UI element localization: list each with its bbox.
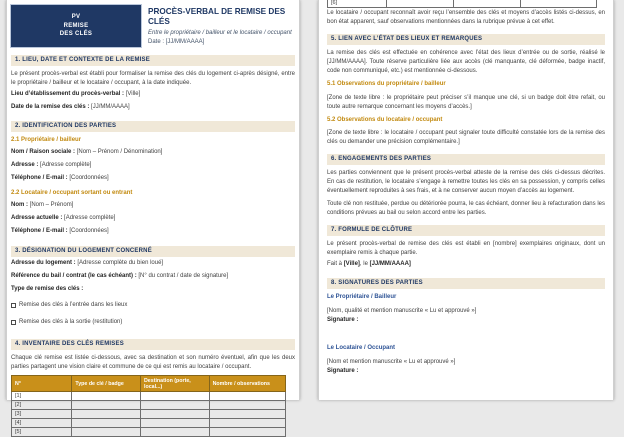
owner-mention: [Nom, qualité et mention manuscrite « Lu et approuvé »] xyxy=(327,307,477,314)
table-header-row xyxy=(12,376,286,392)
logo-line-1: PV xyxy=(71,14,81,21)
tenant-signature-title: Le Locataire / Occupant xyxy=(327,345,396,352)
checkbox-icon[interactable] xyxy=(11,303,16,308)
col-type: Type de clé / badge xyxy=(72,376,141,392)
section-1-heading: 1. LIEU, DATE ET CONTEXTE DE LA REMISE xyxy=(11,55,295,66)
checkbox-icon[interactable] xyxy=(11,320,16,325)
fait-a-line: Fait à [Ville], le [JJ/MM/AAAA] xyxy=(327,261,411,267)
section-8-heading: 8. SIGNATURES DES PARTIES xyxy=(327,278,605,289)
keys-table-continued xyxy=(327,0,605,8)
subsection-2-1-heading: 2.1 Propriétaire / bailleur xyxy=(11,137,82,144)
table-row xyxy=(12,428,286,437)
table-cell[interactable] xyxy=(140,401,209,410)
row-number: [5] xyxy=(12,428,72,437)
table-cell[interactable] xyxy=(140,419,209,428)
document-header xyxy=(11,5,295,47)
row-number: [6] xyxy=(328,0,387,8)
table-row xyxy=(12,419,286,428)
section-3-heading: 3. DÉSIGNATION DU LOGEMENT CONCERNÉ xyxy=(11,246,295,257)
tenant-signature-label[interactable]: Signature : xyxy=(327,368,359,375)
section-1-intro: Le présent procès-verbal est établi pour formaliser la remise des clés du logement ci-après désigné, entre le propriétaire / bailleur et le locataire / occupant, à la date indiquée. xyxy=(11,71,295,86)
col-nombre: Nombre / observations xyxy=(209,376,286,392)
table-cell[interactable] xyxy=(454,0,521,8)
document-title: PROCÈS-VERBAL DE REMISE DES CLÉS xyxy=(148,7,286,26)
subsection-5-2-heading: 5.2 Observations du locataire / occupant xyxy=(327,116,443,123)
logo-line-3: DES CLÉS xyxy=(59,31,93,38)
field-adresse-logement: Adresse du logement : [Adresse complète du bien loué] xyxy=(11,259,164,266)
field-lieu-etablissement: Lieu d’établissement du procès-verbal : [Ville] xyxy=(11,91,141,97)
row-number: [2] xyxy=(12,401,72,410)
field-type-remise: Type de remise des clés : xyxy=(11,285,84,292)
table-cell[interactable] xyxy=(209,401,286,410)
table-cell[interactable] xyxy=(140,392,209,401)
document-subtitle: Entre le propriétaire / bailleur et le locataire / occupant xyxy=(148,29,292,36)
field-tenant-adresse: Adresse actuelle : [Adresse complète] xyxy=(11,215,116,222)
row-number: [4] xyxy=(12,419,72,428)
keys-inventory-table-cont xyxy=(327,0,597,8)
section-6-paragraph-2: Toute clé non restituée, perdue ou détériorée pourra, le cas échéant, donner lieu à refacturation dans les conditions prévues au bail ou selon accord entre les parties. xyxy=(327,201,605,216)
table-row xyxy=(12,392,286,401)
table-cell[interactable] xyxy=(72,428,141,437)
owner-signature-label[interactable]: Signature : xyxy=(327,317,359,324)
field-reference-bail: Référence du bail / contrat (le cas échéant) : [N° du contrat / date de signature] xyxy=(11,272,229,279)
section-5-intro: La remise des clés est effectuée en cohérence avec l’état des lieux d’entrée ou de sortie, réalisé le [JJ/MM/AAAA]. Toute réserve particulière liée aux accès (clé manquante, clé déformée, badge inactif, code non communiqué, etc.) est mentionnée ci-dessous. xyxy=(327,50,605,74)
table-cell[interactable] xyxy=(209,419,286,428)
checkbox-remise-sortie[interactable] xyxy=(11,319,295,326)
field-owner-telephone: Téléphone / E-mail : [Coordonnées] xyxy=(11,175,109,182)
tenant-mention: [Nom et mention manuscrite « Lu et approuvé »] xyxy=(327,358,456,365)
col-numero: N° xyxy=(12,376,72,392)
table-cell[interactable] xyxy=(521,0,596,8)
checkbox-remise-entree[interactable] xyxy=(11,302,295,309)
checkbox-label: Remise des clés à l’entrée dans les lieux xyxy=(19,302,128,309)
table-cell[interactable] xyxy=(209,392,286,401)
field-owner-adresse: Adresse : [Adresse complète] xyxy=(11,162,92,169)
logo-line-2: REMISE xyxy=(63,22,89,29)
document-date: Date : [JJ/MM/AAAA] xyxy=(148,39,205,45)
section-6-paragraph-1: Les parties conviennent que le présent procès-verbal atteste de la remise des clés ci-dessus décrites. En cas de restitution, le locataire s’engage à remettre toutes les clés en sa possession, y compris celles éventuellement reproduites à ses frais, et à ne conserver aucun moyen d’accès au logement. xyxy=(327,170,605,194)
table-cell[interactable] xyxy=(140,410,209,419)
pv-logo-box xyxy=(11,5,141,47)
table-row xyxy=(328,0,597,8)
section-7-heading: 7. FORMULE DE CLÔTURE xyxy=(327,225,605,236)
document-page-1 xyxy=(6,0,300,436)
tenant-observations-zone[interactable]: [Zone de texte libre : le locataire / occupant peut signaler toute difficulté constatée lors de la remise des clés ou demander une précision complémentaire.] xyxy=(327,130,605,145)
owner-observations-zone[interactable]: [Zone de texte libre : le propriétaire peut préciser s’il manque une clé, si un badge doit être refait, ou toute autre remarque concernant les moyens d’accès.] xyxy=(327,94,605,110)
col-destination: Destination (porte, local...) xyxy=(140,376,209,392)
row-number: [3] xyxy=(12,410,72,419)
table-cell[interactable] xyxy=(72,392,141,401)
table-cell[interactable] xyxy=(387,0,454,8)
checkbox-label: Remise des clés à la sortie (restitution) xyxy=(19,318,123,325)
section-6-heading: 6. ENGAGEMENTS DES PARTIES xyxy=(327,154,605,165)
subsection-5-1-heading: 5.1 Observations du propriétaire / bailleur xyxy=(327,81,446,87)
table-cell[interactable] xyxy=(209,428,286,437)
document-page-2 xyxy=(318,0,614,400)
row-number: [1] xyxy=(12,392,72,401)
keys-acknowledgement: Le locataire / occupant reconnaît avoir reçu l’ensemble des clés et moyens d’accès listés ci-dessus, en bon état apparent, sauf observations mentionnées dans la rubrique prévue à cet effet. xyxy=(327,10,605,25)
field-tenant-telephone: Téléphone / E-mail : [Coordonnées] xyxy=(11,228,109,235)
section-5-heading: 5. LIEN AVEC L’ÉTAT DES LIEUX ET REMARQUES xyxy=(327,34,605,45)
section-7-paragraph: Le présent procès-verbal de remise des clés est établi en [nombre] exemplaires originaux, dont un exemplaire remis à chaque partie. xyxy=(327,241,605,256)
table-cell[interactable] xyxy=(72,419,141,428)
table-cell[interactable] xyxy=(72,410,141,419)
owner-signature-title: Le Propriétaire / Bailleur xyxy=(327,294,397,301)
field-date-remise: Date de la remise des clés : [JJ/MM/AAAA] xyxy=(11,104,130,111)
table-cell[interactable] xyxy=(140,428,209,437)
field-owner-nom: Nom / Raison sociale : [Nom – Prénom / Dénomination] xyxy=(11,148,163,155)
subsection-2-2-heading: 2.2 Locataire / occupant sortant ou entrant xyxy=(11,190,133,197)
section-4-intro: Chaque clé remise est listée ci-dessous, avec sa destination et son numéro éventuel, afin que les deux parties partagent une vision claire et commune de ce qui est remis au locataire / occupant. xyxy=(11,355,295,371)
table-cell[interactable] xyxy=(72,401,141,410)
field-tenant-nom: Nom : [Nom – Prénom] xyxy=(11,201,74,208)
section-2-heading: 2. IDENTIFICATION DES PARTIES xyxy=(11,121,295,132)
table-row xyxy=(12,410,286,419)
keys-inventory-table xyxy=(11,375,286,437)
section-4-heading: 4. INVENTAIRE DES CLÉS REMISES xyxy=(11,339,295,350)
table-row xyxy=(12,401,286,410)
table-cell[interactable] xyxy=(209,410,286,419)
title-block xyxy=(148,5,295,47)
